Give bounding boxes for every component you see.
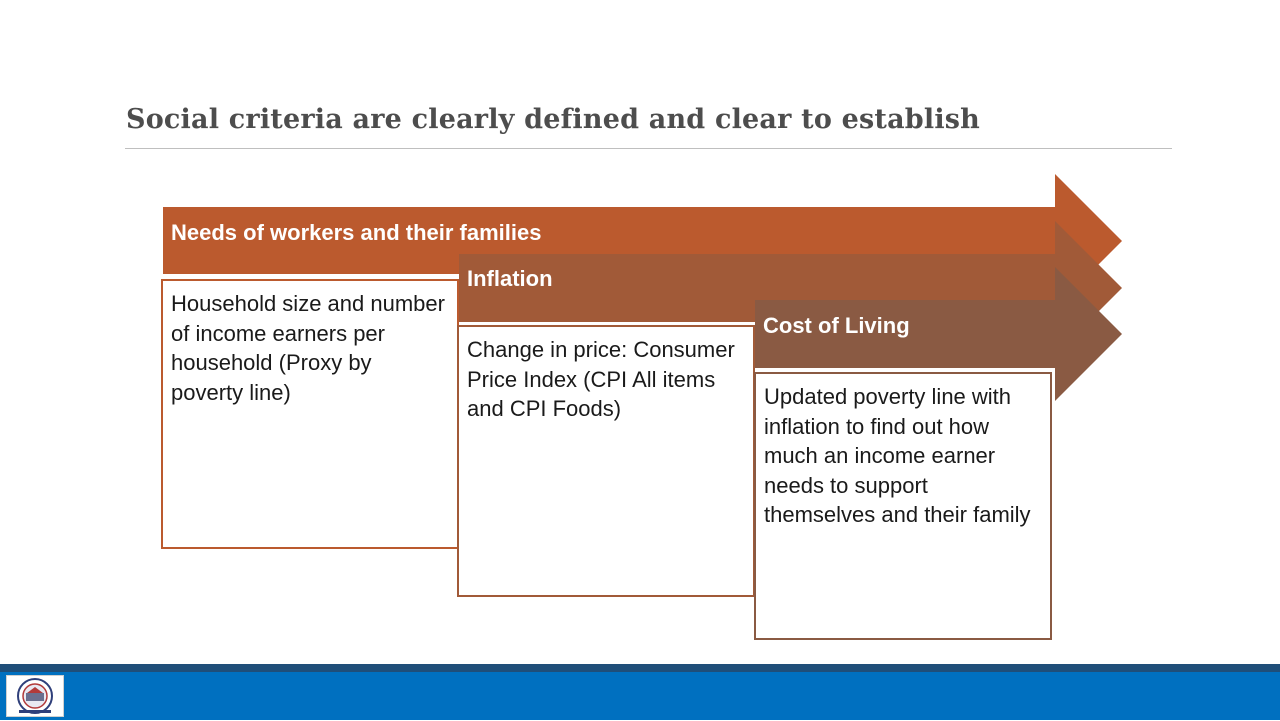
step-label-cost-of-living: Cost of Living xyxy=(763,313,910,338)
step-box-needs xyxy=(161,279,459,549)
federation-seal-icon xyxy=(6,675,64,717)
step-box-cost-of-living xyxy=(754,372,1052,640)
step-label-inflation: Inflation xyxy=(467,266,553,291)
step-label-needs: Needs of workers and their families xyxy=(171,220,542,245)
step-description-needs: Household size and number of income earners per household (Proxy by poverty line) xyxy=(171,291,445,405)
slide-title: Social criteria are clearly defined and clear to establish xyxy=(126,104,981,135)
step-description-inflation: Change in price: Consumer Price Index (CPI All items and CPI Foods) xyxy=(467,337,735,421)
footer-accent-bar xyxy=(0,664,1280,672)
footer-bar xyxy=(0,672,1280,720)
step-description-cost-of-living: Updated poverty line with inflation to find out how much an income earner needs to support themselves and their family xyxy=(764,384,1031,527)
step-box-inflation xyxy=(457,325,755,597)
